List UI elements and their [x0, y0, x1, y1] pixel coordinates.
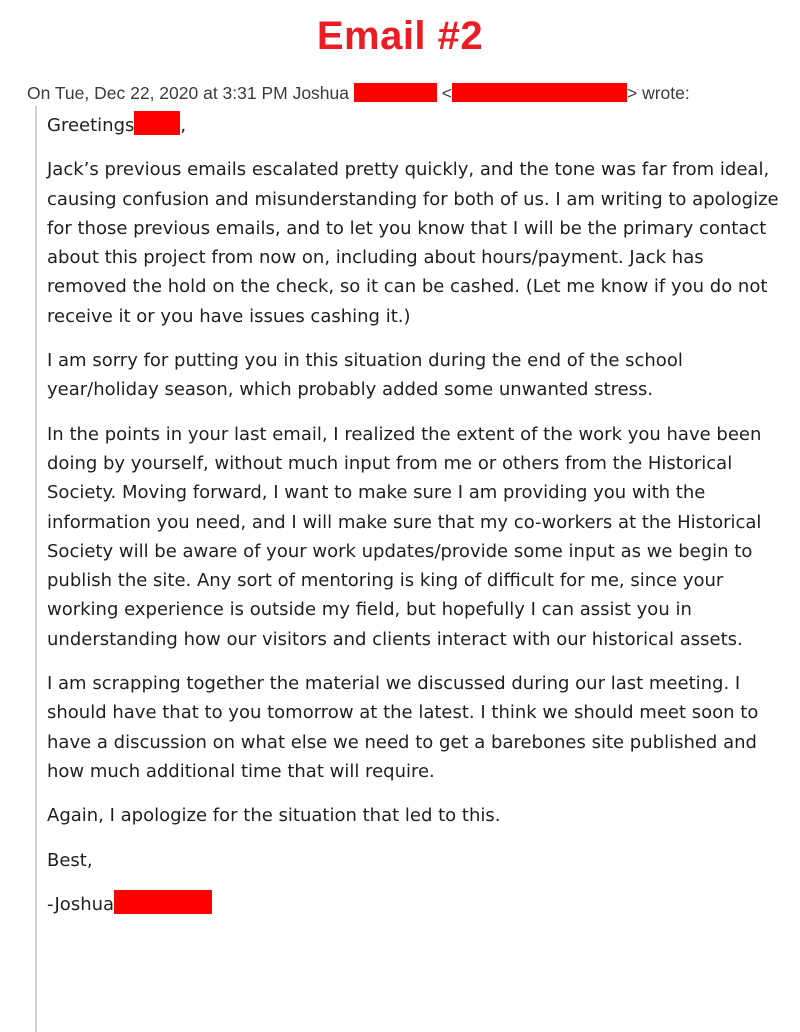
quote-header-lt: < — [441, 83, 452, 103]
quote-header-date-sender: On Tue, Dec 22, 2020 at 3:31 PM Joshua — [27, 83, 350, 103]
quote-header-wrote: wrote: — [637, 83, 690, 103]
closing-line: Best, — [47, 849, 93, 871]
email-quote-header — [27, 81, 800, 105]
redacted-sender-email — [452, 83, 627, 102]
quote-header-gt: > — [627, 83, 638, 103]
paragraph-again: Again, I apologize for the situation that led to this. — [47, 805, 501, 827]
signature-line — [47, 890, 782, 919]
redacted-sender-surname — [354, 83, 437, 102]
paragraph-material: I am scrapping together the material we discussed during our last meeting. I should have that to you tomorrow at the latest. I think we should meet soon to have a discussion on what else we need to get a barebones site published and how much additional time that will require. — [47, 673, 759, 782]
greeting-text: Greetings — [47, 115, 135, 136]
paragraph-apology: Jack’s previous emails escalated pretty quickly, and the tone was far from ideal, causing confusion and misunderstanding for both of us. I am writing to apologize for those previous emails, and to let you know that I will be the primary contact about this project from now on, including about hours/payment. Jack has removed the hold on the check, so it can be cashed. (Let me know if you do not receive it or you have issues cashing it.) — [47, 159, 779, 327]
email-title: Email #2 — [316, 14, 484, 58]
paragraph-points: In the points in your last email, I realized the extent of the work you have been doing by yourself, without much input from me or others from the Historical Society. Moving forward, I want to make sure I am providing you with the information you need, and I will make sure that my co-workers at the Historical Society will be aware of your work updates/provide some input as we begin to publish the site. Any sort of mentoring is king of difficult for me, since your working experience is outside my field, but hopefully I can assist you in understanding how our visitors and clients interact with our historical assets. — [47, 423, 762, 650]
redacted-recipient-name — [134, 111, 180, 135]
redacted-signature-surname — [114, 890, 212, 914]
paragraph-sorry: I am sorry for putting you in this situation during the end of the school year/holiday season, which probably added some unwanted stress. — [47, 350, 683, 401]
greeting-comma: , — [180, 115, 187, 136]
greeting-line — [47, 111, 782, 140]
email-body — [47, 111, 782, 934]
quote-bar — [35, 106, 37, 1032]
signature-name: -Joshua — [47, 893, 115, 915]
